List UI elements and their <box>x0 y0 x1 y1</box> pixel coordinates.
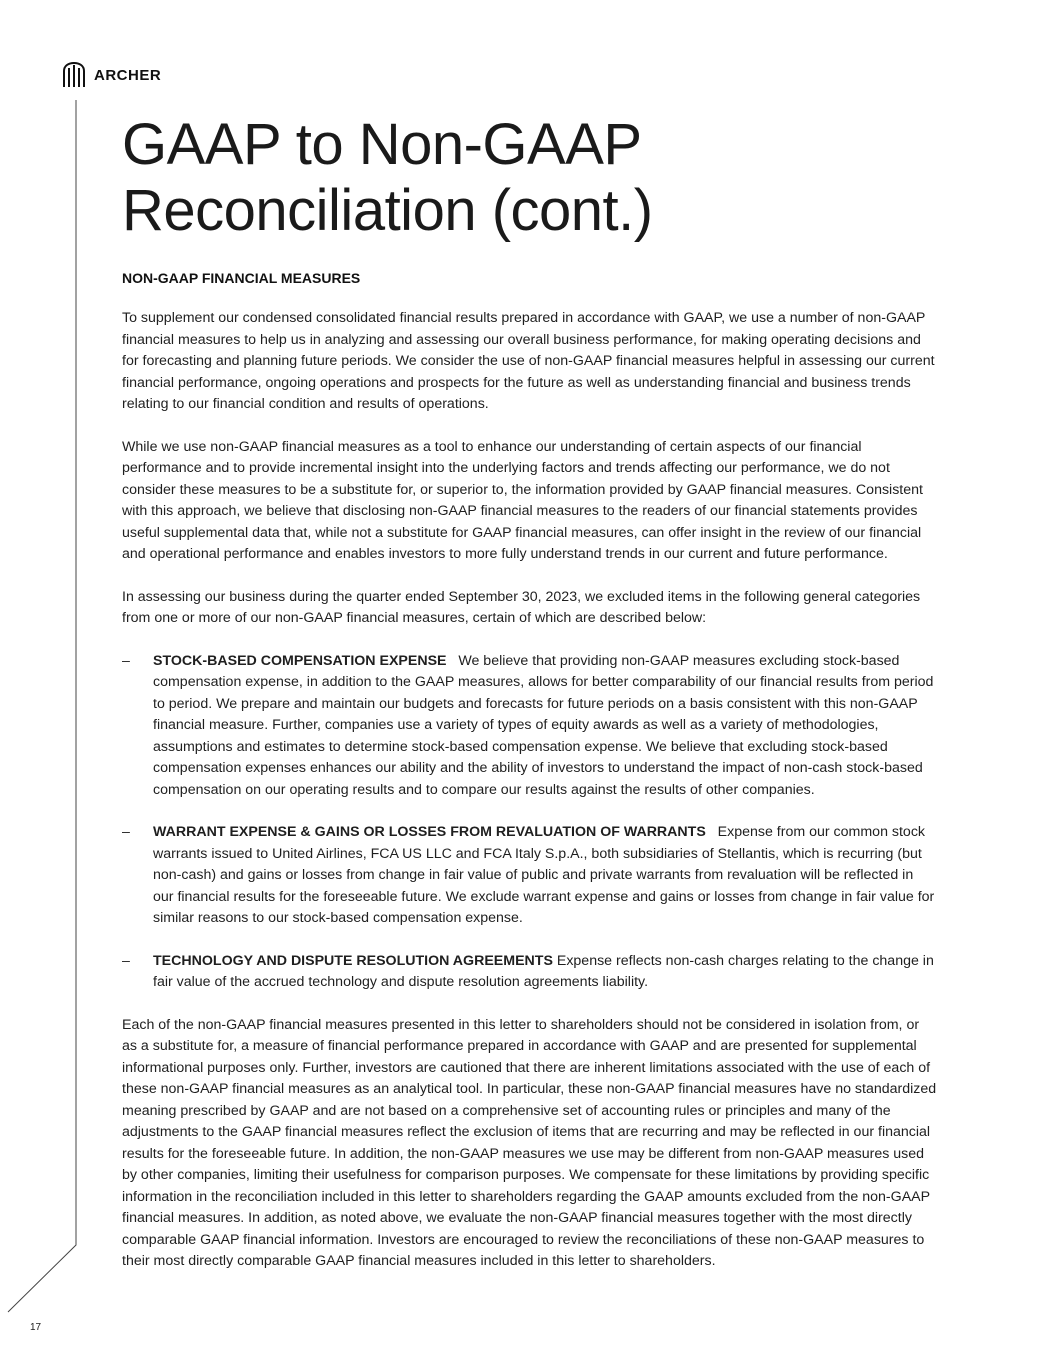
bullet-text: We believe that providing non-GAAP measures excluding stock-based compensation expense, in addition to the GAAP measures, allows for better comparability of our financial results from period to period. We prepare and maintain our budgets and forecasts for future periods on a basis consistent with this non-GAAP financial measure. Further, companies use a variety of types of equity awards as well as a variety of methodologies, assumptions and estimates to determine stock-based compensation expense. We believe that excluding stock-based compensation expenses enhances our ability and the ability of investors to understand the impact of non-cash stock-based compensation on our operating results and to compare our results against the results of other companies. <box>153 652 934 798</box>
archer-logo-icon <box>62 62 86 88</box>
paragraph-usage: While we use non-GAAP financial measures as a tool to enhance our understanding of certain aspects of our financial performance and to provide incremental insight into the underlying factors and trends affecting our performance, we do not consider these measures to be a substitute for, or superior to, the information provided by GAAP financial measures. Consistent with this approach, we believe that disclosing non-GAAP financial measures to the readers of our financial statements provides useful supplemental data that, while not a substitute for GAAP financial measures, can offer insight in the review of our financial and operational performance and enables investors to more fully understand trends in our current and future performance. <box>122 438 923 562</box>
page-number: 17 <box>30 1322 42 1333</box>
page-content <box>122 112 937 1273</box>
bullet-text: Expense from our common stock warrants issued to United Airlines, FCA US LLC and FCA Italy S.p.A., both subsidiaries of Stellantis, which is recurring (but non-cash) and gains or losses from change in fair value of public and private warrants from revaluation will be reflected in our financial results for the foreseeable future. We exclude warrant expense and gains or losses from change in fair value for similar reasons to our stock-based compensation expense. <box>153 824 935 926</box>
bullet-warrant-expense <box>122 822 937 930</box>
section-heading: NON-GAAP FINANCIAL MEASURES <box>122 270 361 286</box>
bullet-dash: – <box>122 952 130 969</box>
bullet-title: STOCK-BASED COMPENSATION EXPENSE <box>153 652 447 669</box>
bullet-technology-dispute <box>122 951 937 994</box>
bullet-dash: – <box>122 652 130 669</box>
paragraph-closing: Each of the non-GAAP financial measures presented in this letter to shareholders should not be considered in isolation from, or as a substitute for, a measure of financial performance prepared in accordance with GAAP and are presented for supplemental informational purposes only. Further, investors are cautioned that there are inherent limitations associated with the use of each of these non-GAAP financial measures as an analytical tool. In particular, these non-GAAP financial measures have no standardized meaning prescribed by GAAP and are not based on a comprehensive set of accounting rules or principles and many of the adjustments to the GAAP financial measures reflect the exclusion of items that are recurring and may be reflected in our financial results for the foreseeable future. In addition, the non-GAAP measures we use may be different from non-GAAP measures used by other companies, limiting their usefulness for comparison purposes. We compensate for these limitations by providing specific information in the reconciliation included in this letter to shareholders regarding the GAAP amounts excluded from the non-GAAP financial measures. In addition, as noted above, we evaluate the non-GAAP financial measures together with the most directly comparable GAAP financial information. Investors are encouraged to review the reconciliations of these non-GAAP measures to their most directly comparable GAAP financial measures included in this letter to shareholders. <box>122 1016 937 1269</box>
bullet-text: Expense reflects non-cash charges relating to the change in fair value of the accrued technology and dispute resolution agreements liability. <box>153 952 934 990</box>
archer-logo <box>62 62 161 88</box>
bullet-title: WARRANT EXPENSE & GAINS OR LOSSES FROM REVALUATION OF WARRANTS <box>153 824 706 840</box>
bullet-dash: – <box>122 824 130 840</box>
paragraph-intro: To supplement our condensed consolidated financial results prepared in accordance with GAAP, we use a number of non-GAAP financial measures to help us in analyzing and assessing our overall business performance, for making operating decisions and for forecasting and planning future periods. We consider the use of non-GAAP financial measures helpful in assessing our current financial performance, ongoing operations and prospects for the future as well as understanding financial and business trends relating to our financial condition and results of operations. <box>122 310 935 412</box>
bullet-title: TECHNOLOGY AND DISPUTE RESOLUTION AGREEMENTS <box>153 952 553 969</box>
page-title: GAAP to Non-GAAP Reconciliation (cont.) <box>122 112 653 243</box>
archer-logo-text: ARCHER <box>94 66 162 84</box>
bullet-stock-based-compensation <box>122 651 937 802</box>
paragraph-categories: In assessing our business during the quarter ended September 30, 2023, we excluded items in the following general categories from one or more of our non-GAAP financial measures, certain of which are described below: <box>122 588 921 626</box>
side-rule-line <box>0 0 90 1365</box>
